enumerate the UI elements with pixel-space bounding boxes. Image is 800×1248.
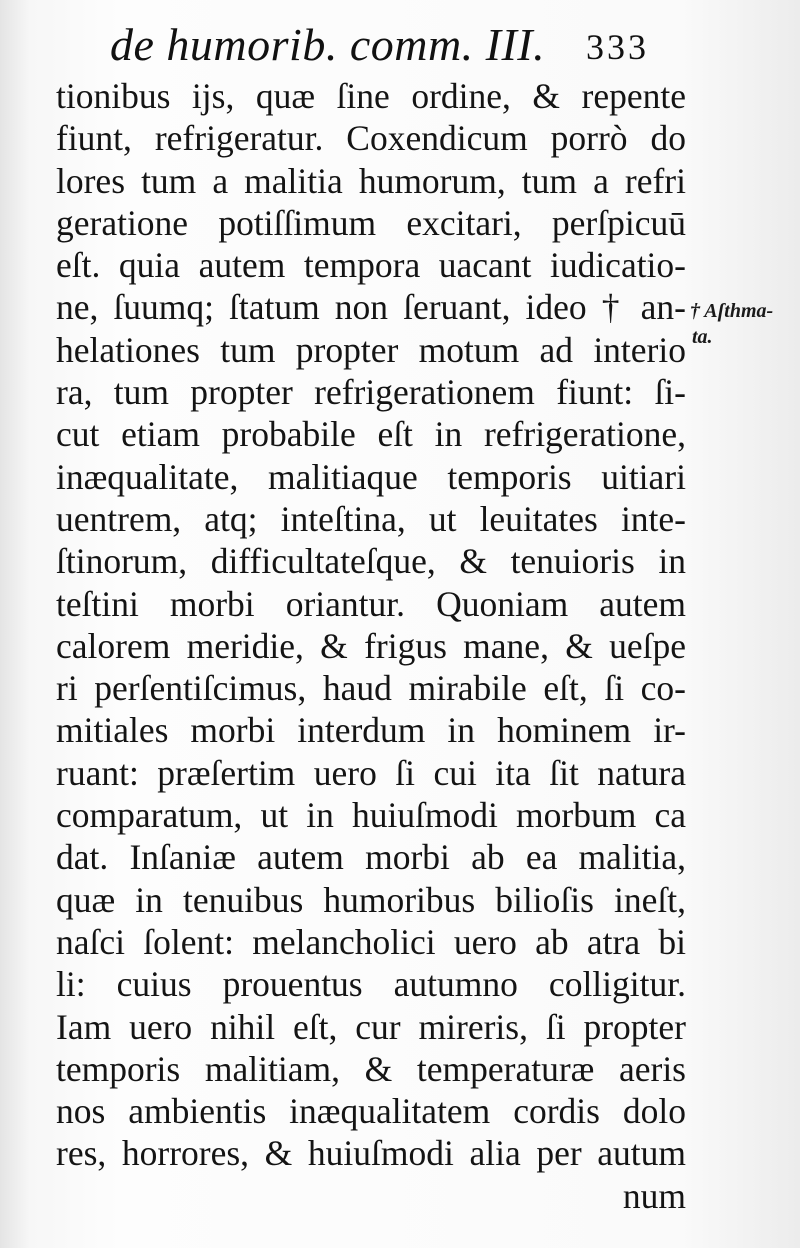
text-line-8: ra, tum propter refrigerationem fiunt: ſi- xyxy=(56,372,686,413)
text-line-24: temporis malitiam, & temperaturæ aeris xyxy=(56,1048,686,1089)
text-line-25: nos ambientis inæqualitatem cordis dolo xyxy=(56,1091,686,1132)
text-line-9: cut etiam probabile eſt in refrigeratione, xyxy=(56,414,686,455)
text-line-2: fiunt, refrigeratur. Coxendicum porrò do xyxy=(56,118,686,159)
text-line-15: ri perſentiſcimus, haud mirabile eſt, ſi co- xyxy=(56,668,686,709)
running-title: de humorib. comm. III. xyxy=(110,19,546,70)
text-line-7: helationes tum propter motum ad interio xyxy=(56,329,686,370)
text-line-11: uentrem, atq; inteſtina, ut leuitates inte- xyxy=(56,498,686,539)
text-line-10: inæqualitate, malitiaque temporis uitiari xyxy=(56,456,686,497)
text-line-19: dat. Inſaniæ autem morbi ab ea malitia, xyxy=(56,837,686,878)
text-line-5: eſt. quia autem tempora uacant iudicatio- xyxy=(56,245,686,286)
text-line-18: comparatum, ut in huiuſmodi morbum ca xyxy=(56,795,686,836)
text-line-16: mitiales morbi interdum in hominem ir- xyxy=(56,710,686,751)
margin-note-line-2: ta. xyxy=(692,326,713,348)
text-line-3: lores tum a malitia humorum, tum a refri xyxy=(56,160,686,201)
margin-note-line-1: † Aſthma- xyxy=(690,300,774,322)
text-line-4: geratione potiſſimum excitari, perſpicuū xyxy=(56,202,686,243)
text-line-12: ſtinorum, difficultateſque, & tenuioris in xyxy=(56,541,686,582)
text-line-20: quæ in tenuibus humoribus bilioſis ineſt, xyxy=(56,879,686,920)
text-line-6: ne, ſuumq; ſtatum non ſeruant, ideo † an- xyxy=(56,287,686,328)
catchword: num xyxy=(622,1175,686,1216)
text-line-23: Iam uero nihil eſt, cur mireris, ſi propter xyxy=(56,1006,686,1047)
text-line-14: calorem meridie, & frigus mane, & ueſpe xyxy=(56,625,686,666)
text-line-1: tionibus ijs, quæ ſine ordine, & repente xyxy=(56,76,686,116)
text-line-22: li: cuius prouentus autumno colligitur. xyxy=(56,964,686,1005)
text-line-26: res, horrores, & huiuſmodi alia per autum xyxy=(56,1133,686,1174)
text-line-13: teſtini morbi oriantur. Quoniam autem xyxy=(56,583,686,624)
page-number: 333 xyxy=(586,27,649,67)
text-line-21: naſci ſolent: melancholici uero ab atra bi xyxy=(56,921,686,962)
text-line-17: ruant: præſertim uero ſi cui ita ſit natura xyxy=(56,752,686,793)
margin-note xyxy=(690,298,800,350)
text-block xyxy=(56,75,686,1217)
